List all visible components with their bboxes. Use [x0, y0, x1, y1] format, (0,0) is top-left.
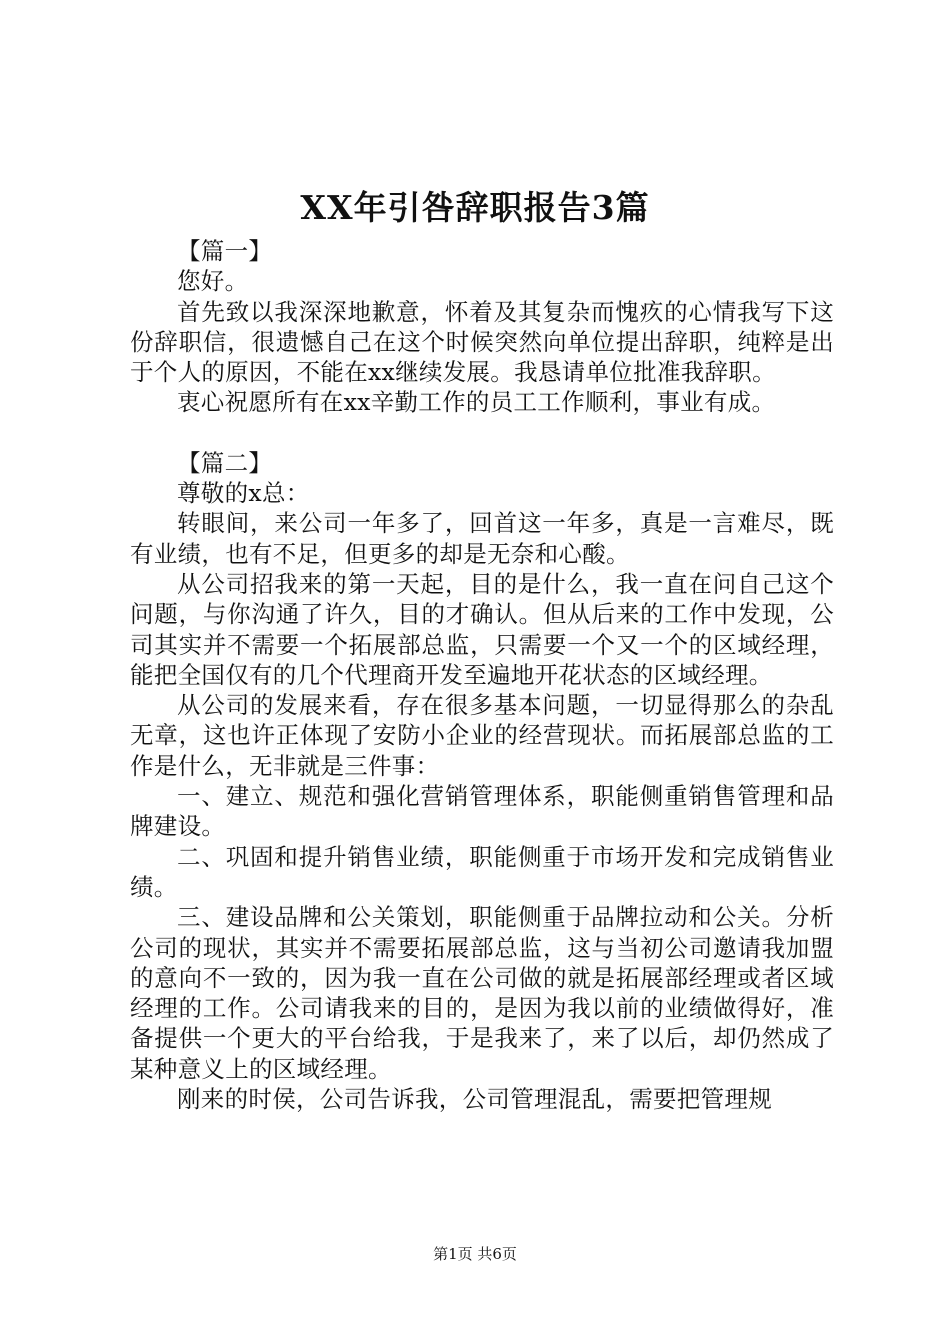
- body-paragraph: 转眼间，来公司一年多了，回首这一年多，真是一言难尽，既有业绩，也有不足，但更多的却是无奈和心酸。: [130, 509, 834, 568]
- list-item: 三、建设品牌和公关策划，职能侧重于品牌拉动和公关。分析公司的现状，其实并不需要拓展部总监，这与当初公司邀请我加盟的意向不一致的，因为我一直在公司做的就是拓展部经理或者区域经理的工作。公司请我来的目的，是因为我以前的业绩做得好，准备提供一个更大的平台给我，于是我来了，来了以后，却仍然成了某种意义上的区域经理。: [130, 903, 834, 1083]
- section-heading: 【篇二】: [177, 448, 273, 477]
- list-item: 二、巩固和提升销售业绩，职能侧重于市场开发和完成销售业绩。: [130, 842, 834, 901]
- body-paragraph: 首先致以我深深地歉意，怀着及其复杂而愧疚的心情我写下这份辞职信，很遗憾自己在这个时候突然向单位提出辞职，纯粹是出于个人的原因，不能在xx继续发展。我恳请单位批准我辞职。: [130, 297, 834, 387]
- body-paragraph: 从公司的发展来看，存在很多基本问题，一切显得那么的杂乱无章，这也许正体现了安防小企业的经营现状。而拓展部总监的工作是什么，无非就是三件事：: [130, 691, 834, 780]
- list-item: 一、建立、规范和强化营销管理体系，职能侧重销售管理和品牌建设。: [130, 782, 834, 841]
- salutation: 尊敬的x总：: [177, 479, 310, 508]
- page-footer: 第1页 共6页: [433, 1245, 517, 1263]
- body-paragraph: 衷心祝愿所有在xx辛勤工作的员工工作顺利，事业有成。: [177, 388, 776, 417]
- salutation: 您好。: [177, 267, 249, 296]
- paragraph-spacer: [130, 418, 834, 448]
- body-paragraph: 刚来的时侯，公司告诉我，公司管理混乱，需要把管理规: [177, 1085, 772, 1114]
- body-paragraph: 从公司招我来的第一天起，目的是什么，我一直在问自己这个问题，与你沟通了许久，目的才确认。但从后来的工作中发现，公司其实并不需要一个拓展部总监，只需要一个又一个的区域经理，能把全国仅有的几个代理商开发至遍地开花状态的区域经理。: [130, 569, 834, 689]
- document-title: XX年引咎辞职报告3篇: [300, 188, 650, 227]
- document-body: [130, 236, 834, 1114]
- section-heading: 【篇一】: [177, 237, 273, 265]
